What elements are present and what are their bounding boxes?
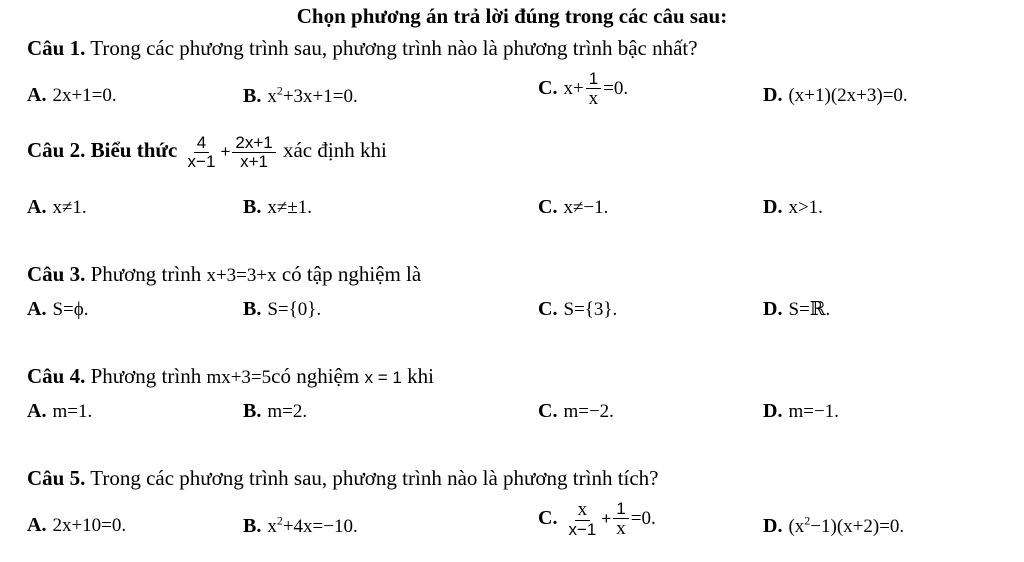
q3-option-a-value: S=ϕ. xyxy=(52,299,89,320)
q3-option-b[interactable] xyxy=(243,298,321,321)
q3-option-d-value: S=ℝ. xyxy=(788,299,831,320)
q4-option-a-label: A. xyxy=(27,400,47,422)
q1-option-c-label: C. xyxy=(538,76,558,99)
q3-option-c-label: C. xyxy=(538,298,558,320)
question-3-number: Câu 3. xyxy=(27,262,86,286)
q5-option-b-rest: +4x=−10. xyxy=(282,516,358,538)
question-1-number: Câu 1. xyxy=(27,36,86,60)
fraction-numerator: 1 xyxy=(613,500,628,519)
question-4-text-mid: có nghiệm xyxy=(271,364,360,388)
question-4 xyxy=(27,364,434,389)
fraction-denominator: x+1 xyxy=(240,151,268,171)
q5-option-d-exponent: 2 xyxy=(804,514,811,528)
q1-option-d-value: (x+1)(2x+3)=0. xyxy=(788,85,908,106)
q2-option-a[interactable] xyxy=(27,196,87,219)
question-4-number: Câu 4. xyxy=(27,364,86,388)
q2-option-a-value: x≠1. xyxy=(52,197,87,218)
q2-option-c[interactable] xyxy=(538,196,608,219)
q1-option-a-label: A. xyxy=(27,84,47,106)
q5-option-c-fraction-2 xyxy=(613,500,629,539)
q5-option-c-label: C. xyxy=(538,506,558,529)
fraction-denominator: x−1 xyxy=(568,519,597,539)
q4-option-a-value: m=1. xyxy=(52,401,93,422)
q1-option-b[interactable] xyxy=(243,84,358,108)
q3-option-a[interactable] xyxy=(27,298,89,321)
q4-option-c[interactable] xyxy=(538,400,614,423)
q1-option-b-label: B. xyxy=(243,85,262,108)
q1-option-c-fraction xyxy=(586,70,602,109)
q4-option-c-label: C. xyxy=(538,400,558,422)
fraction-numerator: 1 xyxy=(586,70,601,89)
question-2-fraction-1 xyxy=(185,134,219,171)
q1-option-c[interactable] xyxy=(538,70,628,109)
q4-option-b-label: B. xyxy=(243,400,262,422)
q2-option-d-label: D. xyxy=(763,196,783,218)
question-4-equation-2: x = 1 xyxy=(364,368,402,387)
plus-sign: + xyxy=(601,508,612,528)
q4-option-d-label: D. xyxy=(763,400,783,422)
fraction-denominator: x xyxy=(616,517,626,539)
question-1 xyxy=(27,36,698,61)
q3-option-b-value: S={0}. xyxy=(267,299,322,320)
q4-option-c-value: m=−2. xyxy=(563,401,614,422)
question-1-text: Trong các phương trình sau, phương trình nào là phương trình bậc nhất? xyxy=(90,36,698,60)
q3-option-b-label: B. xyxy=(243,298,262,320)
q2-option-d-value: x>1. xyxy=(788,197,823,218)
fraction-numerator: 2x+1 xyxy=(232,134,275,153)
question-5-number: Câu 5. xyxy=(27,466,86,490)
q1-option-b-base: x xyxy=(267,86,277,108)
question-3 xyxy=(27,262,421,287)
q4-option-d[interactable] xyxy=(763,400,839,423)
q5-option-b[interactable] xyxy=(243,514,358,538)
q5-option-d-post: −1)(x+2)=0. xyxy=(810,516,905,538)
question-3-text-pre: Phương trình xyxy=(90,262,202,286)
q5-option-c-post: =0. xyxy=(630,507,656,529)
q3-option-d[interactable] xyxy=(763,298,830,321)
q5-option-b-label: B. xyxy=(243,515,262,538)
question-4-text-pre: Phương trình xyxy=(90,364,202,388)
question-3-equation: x+3=3+x xyxy=(206,265,277,286)
q1-option-a[interactable] xyxy=(27,84,117,107)
q4-option-a[interactable] xyxy=(27,400,92,423)
question-3-text-post: có tập nghiệm là xyxy=(281,262,422,286)
question-2-number: Câu 2. xyxy=(27,138,86,163)
question-5-text: Trong các phương trình sau, phương trình nào là phương trình tích? xyxy=(90,466,659,490)
q3-option-d-label: D. xyxy=(763,298,783,320)
q5-option-b-base: x xyxy=(267,516,277,538)
q4-option-b[interactable] xyxy=(243,400,307,423)
fraction-denominator: x−1 xyxy=(187,151,216,171)
q3-option-c[interactable] xyxy=(538,298,617,321)
q5-option-d-pre: (x xyxy=(788,516,805,538)
q5-option-a-value: 2x+10=0. xyxy=(52,515,127,536)
fraction-numerator: 4 xyxy=(194,134,209,153)
q1-option-d[interactable] xyxy=(763,84,908,107)
q2-option-b[interactable] xyxy=(243,196,312,219)
q2-option-c-label: C. xyxy=(538,196,558,218)
q2-option-b-value: x≠±1. xyxy=(267,197,312,218)
q2-option-d[interactable] xyxy=(763,196,823,219)
q5-option-a[interactable] xyxy=(27,514,126,537)
q5-option-c-fraction-1 xyxy=(565,500,599,539)
q5-option-d-label: D. xyxy=(763,515,783,538)
q2-option-b-label: B. xyxy=(243,196,262,218)
q2-option-a-label: A. xyxy=(27,196,47,218)
q3-option-c-value: S={3}. xyxy=(563,299,618,320)
q2-option-c-value: x≠−1. xyxy=(563,197,609,218)
q5-option-b-exponent: 2 xyxy=(276,514,283,528)
question-2-text-pre: Biểu thức xyxy=(90,138,178,163)
q1-option-d-label: D. xyxy=(763,84,783,106)
q4-option-d-value: m=−1. xyxy=(788,401,839,422)
q5-option-a-label: A. xyxy=(27,514,47,536)
q1-option-b-rest: +3x+1=0. xyxy=(282,86,358,108)
q5-option-d[interactable] xyxy=(763,514,904,538)
q1-option-b-exponent: 2 xyxy=(276,84,283,98)
question-2 xyxy=(27,134,387,171)
question-5 xyxy=(27,466,659,491)
plus-sign: + xyxy=(220,142,231,162)
q1-option-a-value: 2x+1=0. xyxy=(52,85,117,106)
fraction-numerator: x xyxy=(575,500,591,521)
question-2-text-post: xác định khi xyxy=(282,138,387,163)
q4-option-b-value: m=2. xyxy=(267,401,308,422)
worksheet-title: Chọn phương án trả lời đúng trong các câu sau: xyxy=(296,4,728,28)
fraction-denominator: x xyxy=(588,87,599,109)
question-2-fraction-2 xyxy=(232,134,275,171)
q1-option-c-pre: x+ xyxy=(563,77,584,99)
q1-option-c-post: =0. xyxy=(603,77,629,99)
q3-option-a-label: A. xyxy=(27,298,47,320)
question-4-text-post: khi xyxy=(407,364,434,388)
q5-option-c[interactable] xyxy=(538,500,656,539)
question-4-equation: mx+3=5 xyxy=(206,367,272,388)
